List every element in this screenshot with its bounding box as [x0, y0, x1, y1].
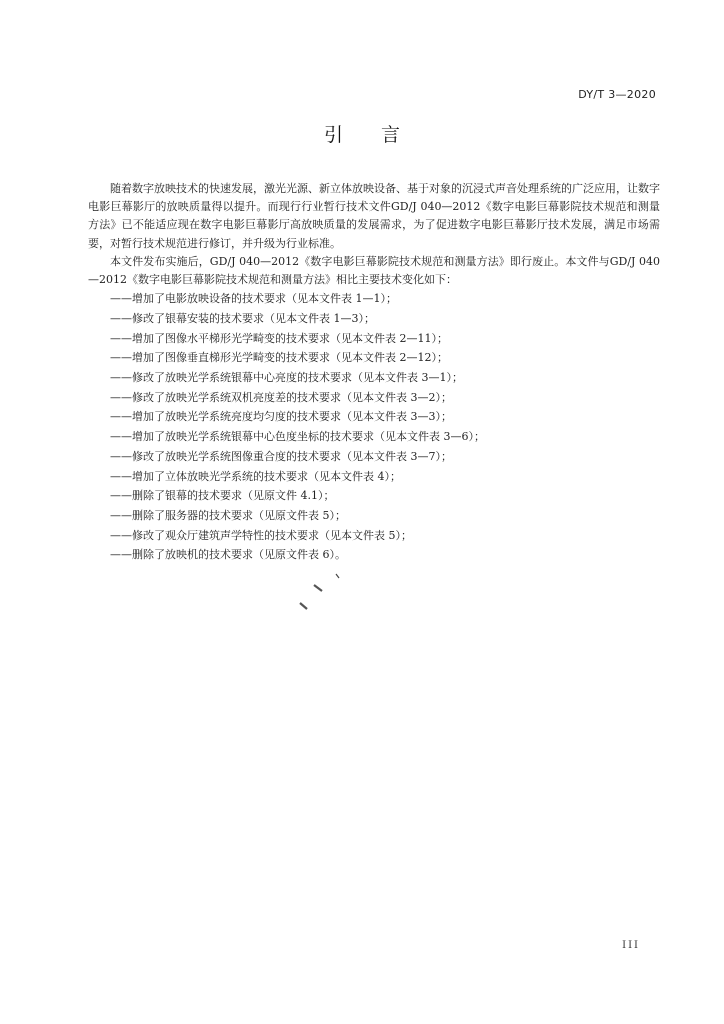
change-item: ——删除了服务器的技术要求（见原文件表 5）； [110, 508, 346, 522]
change-item: ——修改了放映光学系统双机亮度差的技术要求（见本文件表 3—2）； [110, 390, 452, 404]
change-item: ——修改了放映光学系统图像重合度的技术要求（见本文件表 3—7）； [110, 449, 452, 463]
change-item: ——增加了图像垂直梯形光学畸变的技术要求（见本文件表 2—12）； [110, 351, 448, 365]
body-text [88, 180, 660, 565]
change-item: ——增加了放映光学系统银幕中心色度坐标的技术要求（见本文件表 3—6）； [110, 430, 485, 444]
change-item: ——增加了放映光学系统亮度均匀度的技术要求（见本文件表 3—3）； [110, 410, 452, 424]
intro-paragraph-2: 本文件发布实施后，GD/J 040—2012《数字电影巨幕影院技术规范和测量方法》即行废止。本文件与GD/J 040—2012《数字电影巨幕影院技术规范和测量方法》相比主要技术变化如下： [88, 254, 660, 287]
scan-marks [296, 570, 356, 620]
scan-mark [314, 585, 322, 591]
change-item: ——修改了放映光学系统银幕中心亮度的技术要求（见本文件表 3—1）； [110, 371, 463, 385]
changes-list [88, 289, 660, 565]
scan-mark [336, 574, 339, 578]
change-item: ——修改了观众厅建筑声学特性的技术要求（见本文件表 5）； [110, 528, 412, 542]
page-number: III [622, 940, 640, 951]
change-item: ——增加了立体放映光学系统的技术要求（见本文件表 4）； [110, 469, 401, 483]
page-title: 引言 [323, 124, 438, 146]
change-item: ——删除了放映机的技术要求（见原文件表 6）。 [110, 548, 346, 562]
document-code: DY/T 3—2020 [578, 88, 656, 101]
intro-paragraph-1: 随着数字放映技术的快速发展，激光光源、新立体放映设备、基于对象的沉浸式声音处理系统的广泛应用，让数字电影巨幕影厅的放映质量得以提升。而现行行业暂行技术文件GD/J 040—2012《数字电影巨幕影院技术规范和测量方法》已不能适应现在数字电影巨幕影厅高放映质量的发展需求，为了促进数字电影巨幕影厅技术发展，满足市场需要，对暂行技术规范进行修订，并升级为行业标准。 [88, 182, 660, 250]
change-item: ——删除了银幕的技术要求（见原文件 4.1）； [110, 489, 335, 503]
change-item: ——修改了银幕安装的技术要求（见本文件表 1—3）； [110, 311, 375, 325]
scan-mark [300, 603, 307, 609]
change-item: ——增加了电影放映设备的技术要求（见本文件表 1—1）； [110, 292, 397, 306]
change-item: ——增加了图像水平梯形光学畸变的技术要求（见本文件表 2—11）； [110, 331, 448, 345]
